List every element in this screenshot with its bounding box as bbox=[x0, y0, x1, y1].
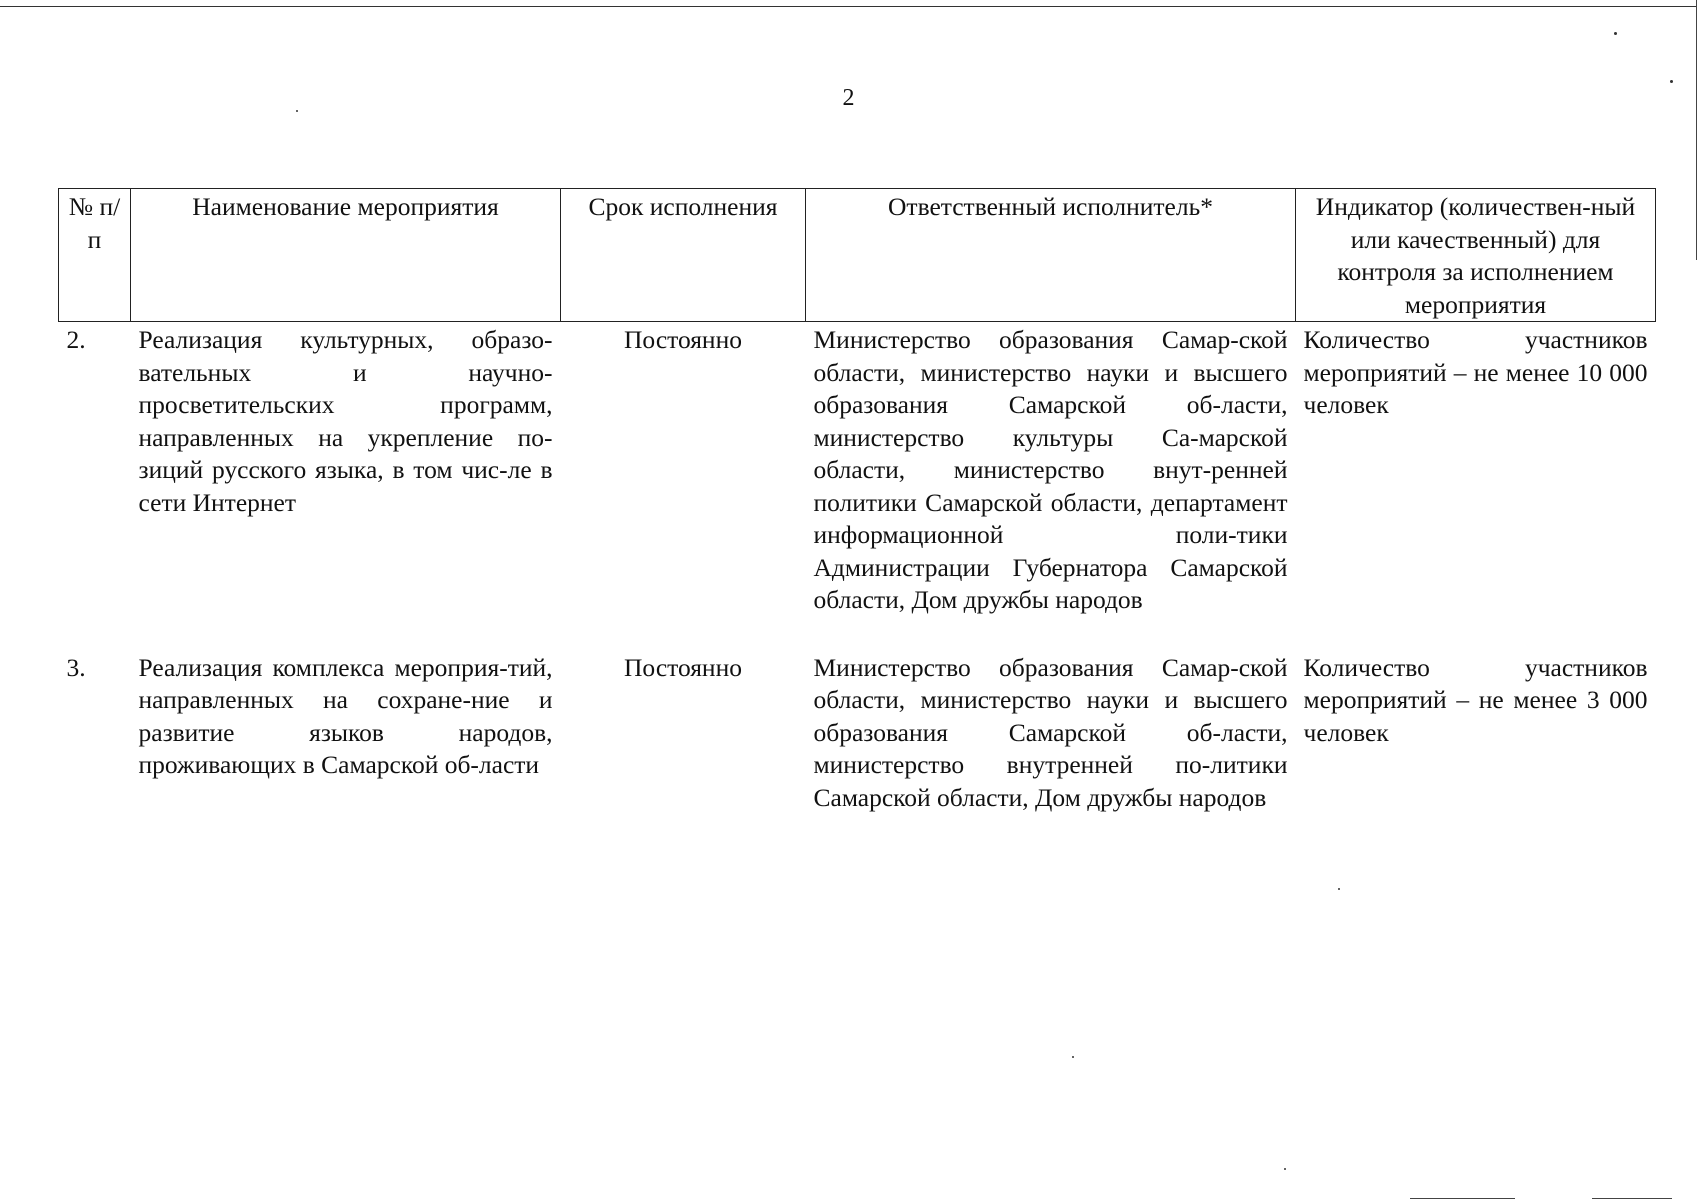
header-indicator: Индикатор (количествен-ный или качественный) для контроля за исполнением мероприятия bbox=[1296, 189, 1656, 322]
activity-name: Реализация культурных, образо-вательных и научно-просветительских программ, направленных на укрепление по-зиций русского языка, в том чис-ле в сети Интернет bbox=[138, 325, 553, 517]
scan-speck bbox=[1284, 1168, 1286, 1170]
header-activity-name: Наименование мероприятия bbox=[131, 189, 561, 322]
activities-table bbox=[58, 188, 1656, 814]
deadline: Постоянно bbox=[624, 325, 742, 354]
header-number: № п/п bbox=[59, 189, 131, 322]
table-row bbox=[59, 322, 1656, 650]
row-number: 2. bbox=[66, 325, 86, 354]
control-indicator: Количество участников мероприятий – не менее 10 000 человек bbox=[1303, 325, 1648, 419]
responsible-executor: Министерство образования Самар-ской области, министерство науки и высшего образования Самарской об-ласти, министерство внутренней по-литики Самарской области, Дом дружбы народов bbox=[813, 652, 1288, 812]
scan-speck bbox=[1670, 80, 1673, 83]
control-indicator: Количество участников мероприятий – не менее 3 000 человек bbox=[1303, 652, 1648, 747]
row-number: 3. bbox=[66, 652, 86, 682]
deadline: Постоянно bbox=[624, 652, 742, 682]
page-number: 2 bbox=[842, 85, 855, 111]
bottom-border-line bbox=[1410, 1198, 1515, 1199]
scan-speck bbox=[1338, 888, 1340, 890]
scan-speck bbox=[1072, 1056, 1074, 1058]
activity-name: Реализация комплекса мероприя-тий, направленных на сохране-ние и развитие языков народов, проживающих в Самарской об-ласти bbox=[138, 652, 553, 779]
responsible-executor: Министерство образования Самар-ской области, министерство науки и высшего образования Самарской об-ласти, министерство культуры Са-марской области, министерство внут-ренней политики Самарской области, департамент информационной поли-тики Администрации Губернатора Самарской области, Дом дружбы народов bbox=[813, 325, 1288, 614]
table-header-row bbox=[59, 189, 1656, 322]
table-row bbox=[59, 650, 1656, 815]
bottom-border-line bbox=[1592, 1198, 1672, 1199]
header-deadline: Срок исполнения bbox=[561, 189, 806, 322]
top-border-line bbox=[0, 6, 1697, 7]
header-responsible: Ответственный исполнитель* bbox=[806, 189, 1296, 322]
scan-speck bbox=[1614, 32, 1617, 35]
